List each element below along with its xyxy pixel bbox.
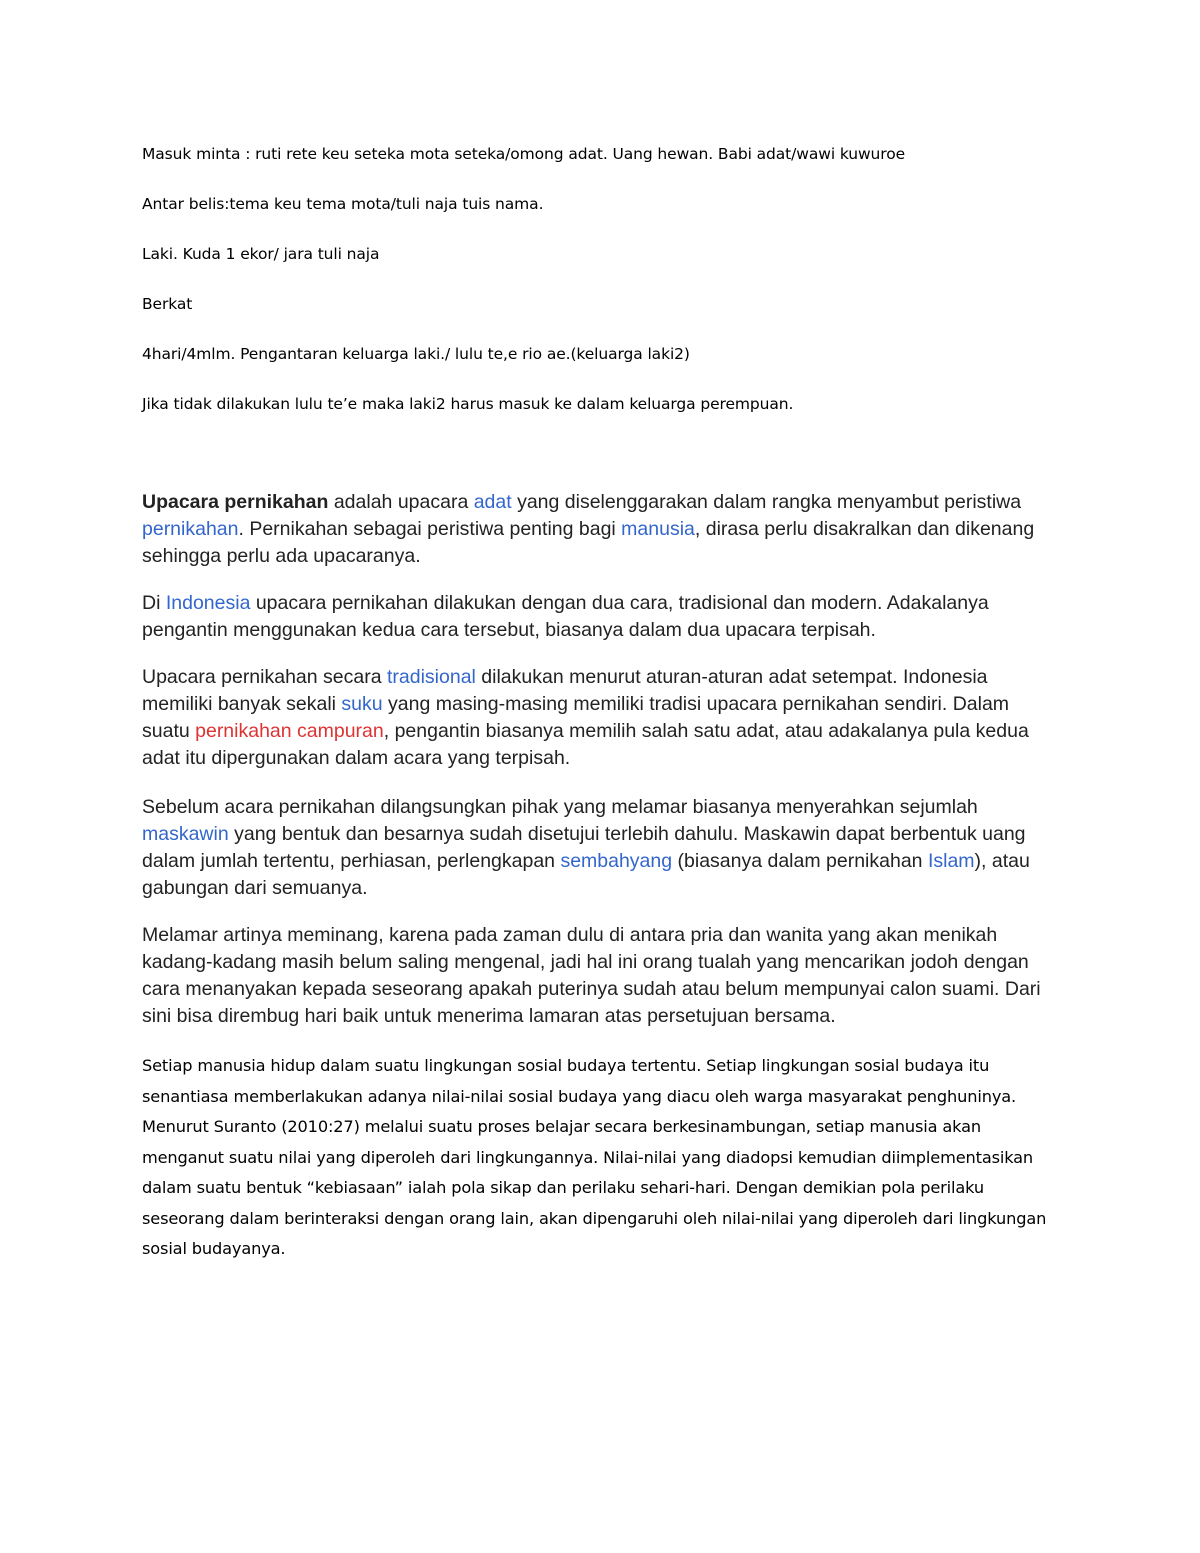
text: upacara pernikahan dilakukan dengan dua cara, tradisional dan modern. Adakalanya pengantin menggunakan kedua cara tersebut, biasanya dalam dua upacara terpisah. — [142, 592, 989, 641]
note-line-5: 4hari/4mlm. Pengantaran keluarga laki./ lulu te,e rio ae.(keluarga laki2) — [142, 345, 690, 363]
essay-paragraph: Setiap manusia hidup dalam suatu lingkungan sosial budaya tertentu. Setiap lingkungan sosial budaya itu senantiasa memberlakukan adanya nilai-nilai sosial budaya yang diacu oleh warga masyarakat penghuninya. Menurut Suranto (2010:27) melalui suatu proses belajar secara berkesinambungan, setiap manusia akan menganut suatu nilai yang diperoleh dari lingkungannya. Nilai-nilai yang diadopsi kemudian diimplementasikan dalam suatu bentuk “kebiasaan” ialah pola sikap dan perilaku sehari-hari. Dengan demikian pola perilaku seseorang dalam berinteraksi dengan orang lain, akan dipengaruhi oleh nilai-nilai yang diperoleh dari lingkungan sosial budayanya. — [142, 1056, 1047, 1258]
link-adat[interactable]: adat — [473, 491, 512, 513]
text: , pengantin biasanya memilih salah satu adat, atau adakalanya pula kedua adat itu dipergunakan dalam acara yang terpisah. — [142, 720, 1029, 769]
text: adalah upacara — [328, 491, 474, 513]
link-indonesia[interactable]: Indonesia — [165, 592, 251, 614]
link-islam[interactable]: Islam — [927, 850, 975, 872]
article-title-bold: Upacara pernikahan — [142, 491, 329, 513]
link-maskawin[interactable]: maskawin — [142, 823, 229, 845]
link-pernikahan[interactable]: pernikahan — [142, 518, 239, 540]
text: . Pernikahan sebagai peristiwa penting bagi — [238, 518, 622, 540]
text: ), atau gabungan dari semuanya. — [142, 850, 1030, 899]
link-manusia[interactable]: manusia — [621, 518, 695, 540]
note-line-2: Antar belis:tema keu tema mota/tuli naja tuis nama. — [142, 195, 544, 213]
note-line-3: Laki. Kuda 1 ekor/ jara tuli naja — [142, 245, 380, 263]
link-sembahyang[interactable]: sembahyang — [560, 850, 673, 872]
text: , dirasa perlu disakralkan dan dikenang sehingga perlu ada upacaranya. — [142, 518, 1035, 567]
wiki-paragraph-1 — [142, 489, 1062, 570]
text: yang masing-masing memiliki tradisi upacara pernikahan sendiri. Dalam suatu — [142, 693, 1010, 742]
link-tradisional[interactable]: tradisional — [386, 666, 476, 688]
note-line-1: Masuk minta : ruti rete keu seteka mota seteka/omong adat. Uang hewan. Babi adat/wawi kuwuroe — [142, 145, 906, 163]
text: yang bentuk dan besarnya sudah disetujui terlebih dahulu. Maskawin dapat berbentuk uang dalam jumlah tertentu, perhiasan, perlengkapan — [142, 823, 1026, 872]
text: Sebelum acara pernikahan dilangsungkan pihak yang melamar biasanya menyerahkan sejumlah — [142, 796, 978, 818]
wiki-paragraph-2 — [142, 590, 1062, 644]
link-suku[interactable]: suku — [341, 693, 383, 715]
text: Di — [142, 592, 166, 614]
text: yang diselenggarakan dalam rangka menyambut peristiwa — [511, 491, 1022, 513]
redlink-pernikahan-campuran[interactable]: pernikahan campuran — [195, 720, 384, 742]
text: dilakukan menurut aturan-aturan adat setempat. Indonesia memiliki banyak sekali — [142, 666, 988, 715]
text: Upacara pernikahan secara — [142, 666, 387, 688]
wiki-paragraph-3 — [142, 664, 1062, 772]
text: (biasanya dalam pernikahan — [672, 850, 928, 872]
wiki-paragraph-4 — [142, 794, 1062, 902]
note-line-6: Jika tidak dilakukan lulu te’e maka laki2 harus masuk ke dalam keluarga perempuan. — [142, 395, 794, 413]
wiki-paragraph-5: Melamar artinya meminang, karena pada zaman dulu di antara pria dan wanita yang akan menikah kadang-kadang masih belum saling mengenal, jadi hal ini orang tualah yang mencarikan jodoh dengan cara menanyakan kepada seseorang apakah puterinya sudah atau belum mempunyai calon suami. Dari sini bisa dirembug hari baik untuk menerima lamaran atas persetujuan bersama. — [142, 924, 1041, 1027]
note-line-4: Berkat — [142, 295, 193, 313]
